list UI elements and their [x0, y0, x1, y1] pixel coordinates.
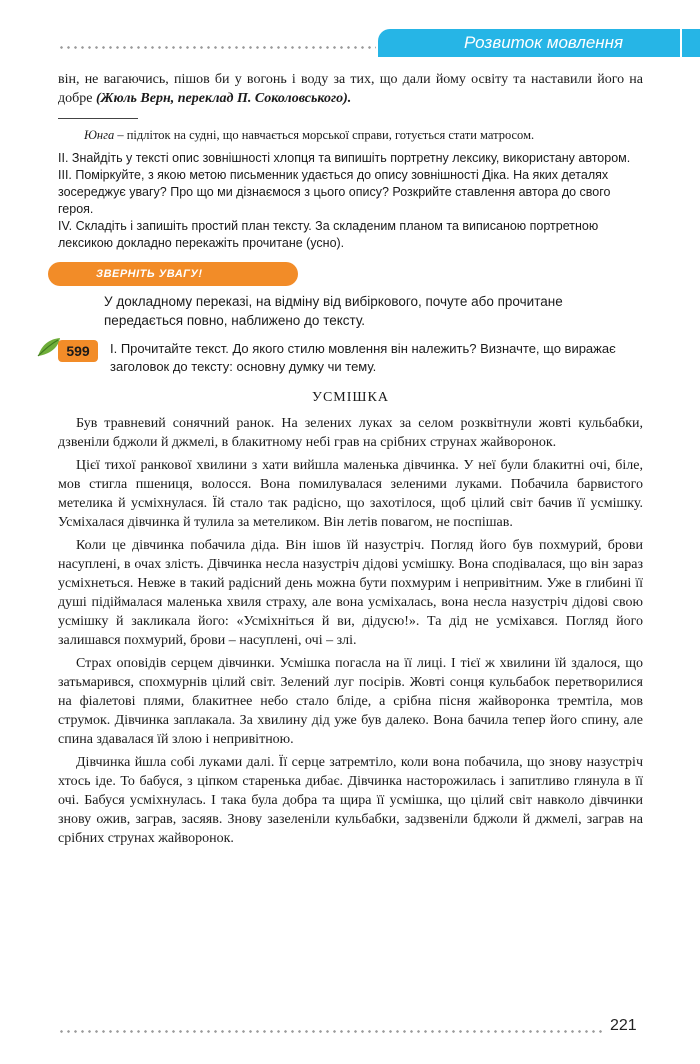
- task-item: III. Поміркуйте, з якою метою письменник удається до опису зовнішності Діка. На яких деталях зосереджує увагу? Про що ми дізнаємося з цього опису? Розкрийте ставлення автора до свого героя.: [58, 168, 611, 216]
- story-paragraph: Коли це дівчинка побачила діда. Він ішов їй назустріч. Погляд його був похмурий, брови насуплені, в очах злість. Дівчинка несла назустріч дідові усмішку. Вона сподівалася, що він зараз усміхнеться. Невже в такий радісний день можна бути похмурим і непривітним. Уже в глибині її душі підіймалася маленька хвиля страху, але вона усміхалась, вона несла назустріч дідові свою усмішку й закликала його: «Усміхніться й ви, дідусю!». Та дід не усміхався. Погляд його залишався похмурий, брови – насуплені, очі – злі.: [58, 538, 643, 648]
- story-text: [58, 414, 643, 848]
- footnote-text: – підліток на судні, що навчається морської справи, готується стати матросом.: [114, 128, 535, 142]
- attention-text: У докладному переказі, на відміну від вибіркового, почуте або прочитане передається повно, наближено до тексту.: [104, 294, 563, 328]
- bottom-dotted-rule: [58, 1030, 606, 1033]
- intro-paragraph: [58, 70, 643, 108]
- task-item: IV. Складіть і запишіть простий план тексту. За складеним планом та виписаною портретною лексикою докладно перекажіть прочитане (усно).: [58, 219, 599, 250]
- exercise-text: I. Прочитайте текст. До якого стилю мовлення він належить? Визначте, що виражає заголовок до тексту: основну думку чи тему.: [110, 341, 616, 374]
- page-content: [58, 70, 643, 852]
- top-dotted-rule: [58, 46, 376, 49]
- story-paragraph: Цієї тихої ранкової хвилини з хати вийшла маленька дівчинка. У неї були блакитні очі, біле, мов стигла пшениця, волосся. Вона помилувалася зеленими луками. Побачила барвистого метелика й усміхнулася. Їй стало так радісно, що захотілося, щоб цілий світ бачив її усмішку. Усміхалася дівчинка й тулила за метеликом. Він летів повагом, не поспішав.: [58, 458, 643, 530]
- task-list: [58, 150, 643, 252]
- story-paragraph: Страх оповідів серцем дівчинки. Усмішка погасла на її лиці. І тієї ж хвилини їй здалося, що затьмарився, спохмурнів цілий світ. Зелений луг посірів. Жовті сонця кульбабок перетворилися на фіалетові плями, блакитнее небо стало бліде, а срібна пісня жайворонка тремтіла, мов струмок. Дівчинка заплакала. За хвилину дід уже був далеко. Вона бачила тепер його спину, але спина здавалася їй злою і непривітною.: [58, 656, 643, 747]
- footnote-rule: [58, 118, 138, 119]
- page-number: 221: [610, 1017, 637, 1034]
- story-paragraph: Дівчинка йшла собі луками далі. Її серце затремтіло, коли вона побачила, що знову назустріч хтось іде. То бабуся, з ціпком старенька дибає. Дівчинка насторожилась і запитливо глянула в її очі. Бабуся усміхнулась. І така була добра та щира її усмішка, що цілий світ навколо дівчинки знову ожив, заграв, засяяв. Знову зазеленіли кульбабки, задзвеніли бджоли й джмелі, заграв на срібних струнах жайворонок.: [58, 755, 643, 846]
- footnote: [58, 127, 643, 144]
- exercise-599: [58, 340, 643, 376]
- attention-badge: ЗВЕРНІТЬ УВАГУ!: [48, 262, 298, 286]
- intro-citation: (Жюль Верн, переклад П. Соколовського).: [95, 91, 352, 106]
- footnote-term: Юнга: [84, 128, 115, 142]
- task-item: II. Знайдіть у тексті опис зовнішності хлопця та випишіть портретну лексику, використану автором.: [58, 151, 631, 165]
- attention-block: [58, 262, 643, 292]
- section-tab-edge: [682, 29, 700, 57]
- story-title: УСМІШКА: [312, 390, 389, 405]
- section-title-tab: Розвиток мовлення: [378, 29, 680, 57]
- intro-text: він, не вагаючись, пішов би у вогонь і воду за тих, що дали йому освіту та наставили його на добре: [58, 72, 643, 106]
- exercise-number: 599: [58, 340, 98, 362]
- story-paragraph: Був травневий сонячний ранок. На зелених луках за селом розквітнули жовті кульбабки, дзвеніли бджоли й джмелі, в блакитному небі грав на срібних струнах жайворонок.: [58, 416, 643, 450]
